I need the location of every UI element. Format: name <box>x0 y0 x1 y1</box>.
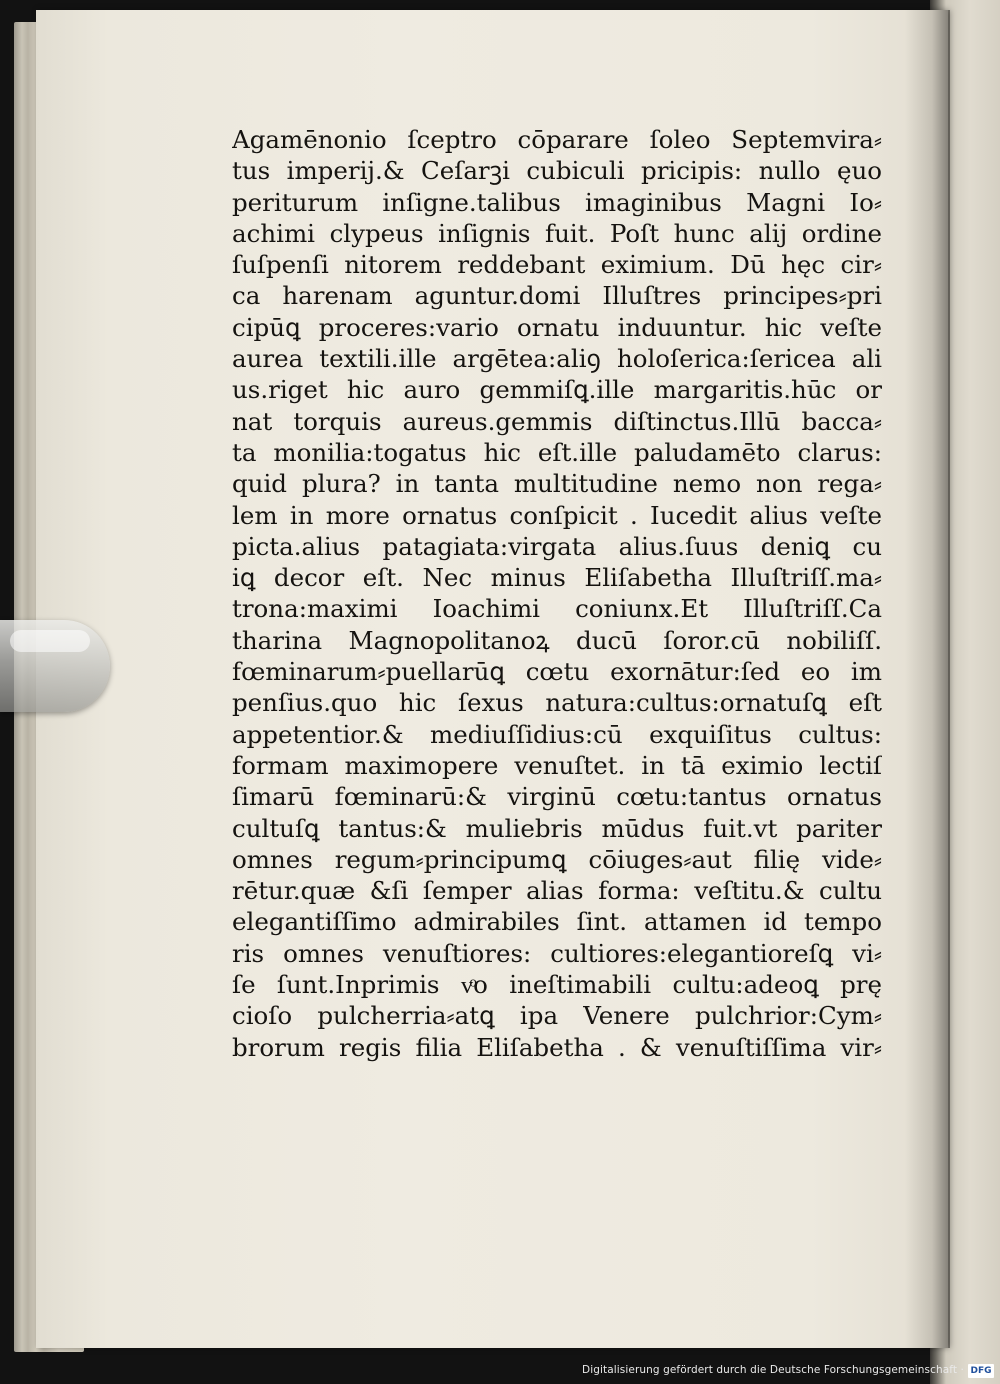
text-line: iꝗ decor eſt. Nec minus Eliſabetha Illuſtriſſ.ma⸗ <box>232 563 882 593</box>
text-line: cultuſꝗ tantus:& muliebris mūdus fuit.vt pariter <box>232 813 882 843</box>
text-line: appetentior.& mediuſſidius:cū exquiſitus cultus: <box>232 719 882 749</box>
gutter-shadow <box>905 10 950 1348</box>
text-line: trona:maximi Ioachimi coniunx.Et Illuſtriſſ.Ca <box>232 594 882 624</box>
text-line: fœminarum⸗puellarūꝗ cœtu exornātur:ſed eo im <box>232 657 882 687</box>
text-line: brorum regis filia Eliſabetha . & venuſtiſſima vir⸗ <box>232 1032 882 1062</box>
text-line: ſimarū fœminarū:& virginū cœtu:tantus ornatus <box>232 782 882 812</box>
text-line: us.riget hic auro gemmiſꝗ.ille margaritis.hūc or <box>232 375 882 405</box>
text-line: quid plura? in tanta multitudine nemo non rega⸗ <box>232 469 882 499</box>
text-line: achimi clypeus inſignis fuit. Poſt hunc alij ordine <box>232 218 882 248</box>
digitization-credit: Digitalisierung gefördert durch die Deutsche Forschungsgemeinschaft · <box>582 1364 964 1376</box>
text-line: Agamēnonio ſceptro cōparare ſoleo Septemvira⸗ <box>232 125 882 154</box>
text-line: omnes regum⸗principumꝗ cōiuges⸗aut filię vide⸗ <box>232 844 882 874</box>
text-line: ſuſpenſi nitorem reddebant eximium. Dū hęc cir⸗ <box>232 250 882 280</box>
text-line: lem in more ornatus conſpicit . Iucedit alius veſte <box>232 500 882 530</box>
text-line: ſe ſunt.Inprimis vͦo ineſtimabili cultu:adeoꝗ prę <box>232 970 882 1000</box>
dfg-logo: DFG <box>968 1364 994 1378</box>
text-line: periturum inſigne.talibus imaginibus Magni Io⸗ <box>232 187 882 217</box>
page-text <box>232 124 882 1063</box>
text-line: nat torquis aureus.gemmis diſtinctus.Illū bacca⸗ <box>232 406 882 436</box>
text-line: tharina Magnopolitanoꝝ ducū ſoror.cū nobiliſſ. <box>232 625 882 655</box>
text-line: aurea textili.ille argētea:aliꝯ holoſerica:ſericea ali <box>232 344 882 374</box>
text-line: ca harenam aguntur.domi Illuſtres principes⸗pri <box>232 281 882 311</box>
text-line: penſius.quo hic ſexus natura:cultus:ornatuſꝗ eſt <box>232 688 882 718</box>
text-line: picta.alius patagiata:virgata alius.ſuus deniꝗ cu <box>232 531 882 561</box>
text-line: cioſo pulcherria⸗atꝗ ipa Venere pulchrior:Cym⸗ <box>232 1001 882 1031</box>
text-line: ta monilia:togatus hic eſt.ille paludamēto clarus: <box>232 437 882 467</box>
clip-highlight <box>10 630 90 652</box>
text-line: cipūꝗ proceres:vario ornatu induuntur. hic veſte <box>232 312 882 342</box>
text-line: tus imperij.& Ceſarꝫi cubiculi pricipis: nullo ęuo <box>232 156 882 186</box>
text-line: elegantiſſimo admirabiles ſint. attamen id tempo <box>232 907 882 937</box>
plastic-page-clip <box>0 620 110 712</box>
text-line: formam maximopere venuſtet. in tā eximio lectiſ <box>232 750 882 780</box>
text-line: rētur.quæ &ſi ſemper alias forma: veſtitu.& cultu <box>232 876 882 906</box>
text-line: ris omnes venuſtiores: cultiores:elegantioreſꝗ vi⸗ <box>232 938 882 968</box>
